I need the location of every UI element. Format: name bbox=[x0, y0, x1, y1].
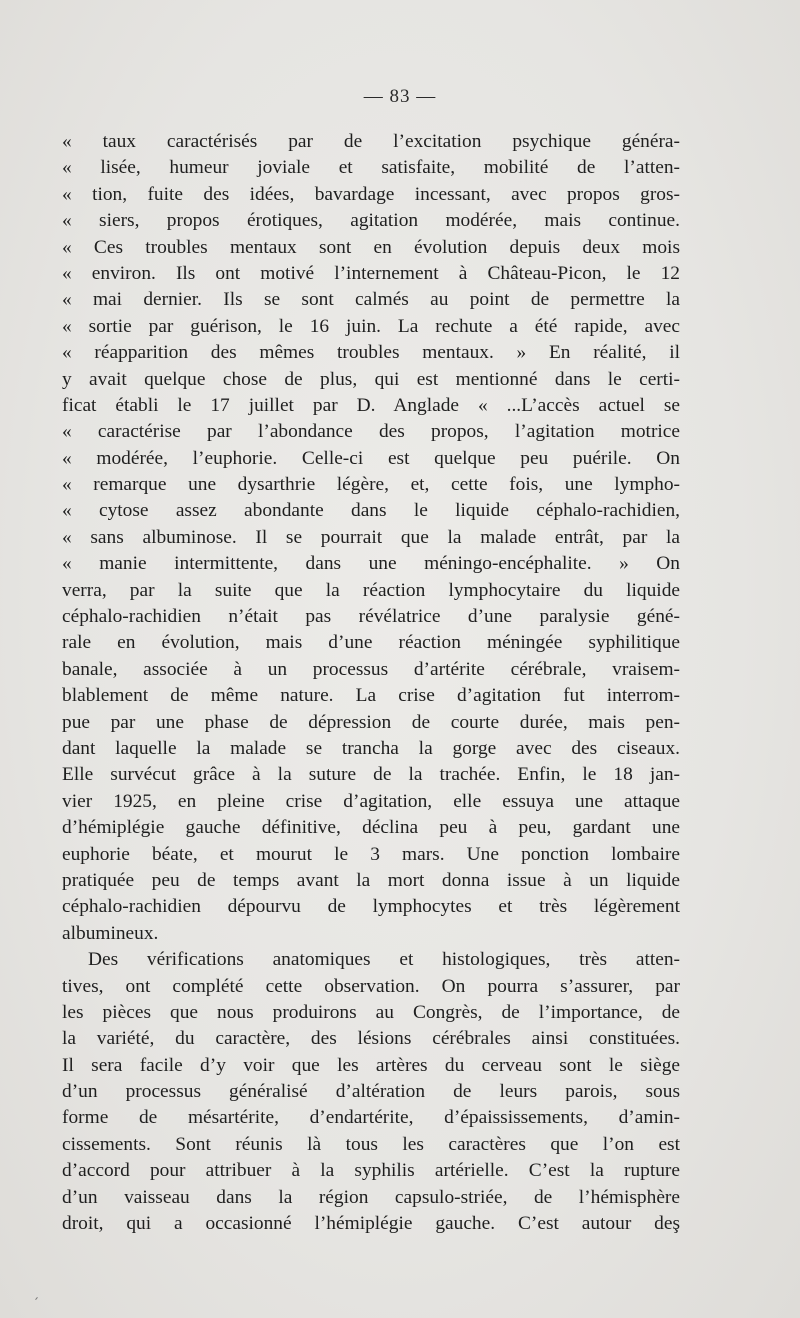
text-line: « taux caractérisés par de l’excitation psychique généra- bbox=[62, 131, 680, 152]
text-line: dant laquelle la malade se trancha la gorge avec des ciseaux. bbox=[62, 737, 680, 759]
page-number: — 83 — bbox=[363, 86, 437, 107]
text-line: « caractérise par l’abondance des propos, l’agitation motrice bbox=[62, 421, 680, 443]
text-line: rale en évolution, mais d’une réaction méningée syphilitique bbox=[62, 632, 680, 654]
text-line: « lisée, humeur joviale et satisfaite, mobilité de l’atten- bbox=[62, 157, 680, 179]
text-line: blablement de même nature. La crise d’agitation fut interrom- bbox=[62, 685, 680, 707]
text-line: « Ces troubles mentaux sont en évolution depuis deux mois bbox=[62, 236, 680, 258]
text-line: d’accord pour attribuer à la syphilis artérielle. C’est la rupture bbox=[62, 1160, 680, 1182]
text-line: verra, par la suite que la réaction lymphocytaire du liquide bbox=[62, 579, 680, 601]
text-line: céphalo-rachidien dépourvu de lymphocytes et très légèrement bbox=[62, 896, 680, 918]
text-line: « environ. Ils ont motivé l’internement à Château-Picon, le 12 bbox=[62, 262, 680, 284]
text-line: « manie intermittente, dans une méningo-encéphalite. » On bbox=[62, 553, 680, 575]
text-line: « sortie par guérison, le 16 juin. La rechute a été rapide, avec bbox=[62, 315, 680, 337]
text-line: « siers, propos érotiques, agitation modérée, mais continue. bbox=[62, 210, 680, 232]
text-line: albumineux. bbox=[62, 922, 159, 944]
paper-speck bbox=[35, 1297, 38, 1300]
text-line: céphalo-rachidien n’était pas révélatrice d’une paralysie géné- bbox=[62, 606, 680, 628]
text-line: tives, ont complété cette observation. On pourra s’assurer, par bbox=[62, 975, 680, 997]
text-line: la variété, du caractère, des lésions cérébrales ainsi constituées. bbox=[62, 1028, 680, 1050]
text-line: Des vérifications anatomiques et histologiques, très atten- bbox=[88, 949, 680, 971]
text-line: les pièces que nous produirons au Congrès, de l’importance, de bbox=[62, 1001, 680, 1023]
text-line: pratiquée peu de temps avant la mort donna issue à un liquide bbox=[62, 869, 680, 891]
text-line: droit, qui a occasionné l’hémiplégie gauche. C’est autour deş bbox=[62, 1213, 680, 1235]
text-line: « réapparition des mêmes troubles mentaux. » En réalité, il bbox=[62, 342, 680, 364]
text-line: cissements. Sont réunis là tous les caractères que l’on est bbox=[62, 1133, 680, 1155]
text-line: Il sera facile d’y voir que les artères du cerveau sont le siège bbox=[62, 1054, 680, 1076]
text-line: euphorie béate, et mourut le 3 mars. Une ponction lombaire bbox=[62, 843, 680, 865]
text-line: « tion, fuite des idées, bavardage incessant, avec propos gros- bbox=[62, 183, 680, 205]
text-line: pue par une phase de dépression de courte durée, mais pen- bbox=[62, 711, 680, 733]
text-line: banale, associée à un processus d’artérite cérébrale, vraisem- bbox=[62, 658, 680, 680]
text-line: d’un processus généralisé d’altération de leurs parois, sous bbox=[62, 1081, 680, 1103]
text-line: « sans albuminose. Il se pourrait que la malade entrât, par la bbox=[62, 526, 680, 548]
text-line: d’hémiplégie gauche définitive, déclina peu à peu, gardant une bbox=[62, 817, 680, 839]
text-line: « mai dernier. Ils se sont calmés au point de permettre la bbox=[62, 289, 680, 311]
text-line: « modérée, l’euphorie. Celle-ci est quelque peu puérile. On bbox=[62, 447, 680, 469]
text-line: « cytose assez abondante dans le liquide céphalo-rachidien, bbox=[62, 500, 680, 522]
text-line: Elle survécut grâce à la suture de la trachée. Enfin, le 18 jan- bbox=[62, 764, 680, 786]
text-line: d’un vaisseau dans la région capsulo-striée, de l’hémisphère bbox=[62, 1186, 680, 1208]
body-text bbox=[62, 129, 680, 1237]
text-line: forme de mésartérite, d’endartérite, d’épaississements, d’amin- bbox=[62, 1107, 680, 1129]
text-line: ficat établi le 17 juillet par D. Anglade « ...L’accès actuel se bbox=[62, 394, 680, 416]
text-line: y avait quelque chose de plus, qui est mentionné dans le certi- bbox=[62, 368, 680, 390]
text-line: vier 1925, en pleine crise d’agitation, elle essuya une attaque bbox=[62, 790, 680, 812]
text-line: « remarque une dysarthrie légère, et, cette fois, une lympho- bbox=[62, 474, 680, 496]
